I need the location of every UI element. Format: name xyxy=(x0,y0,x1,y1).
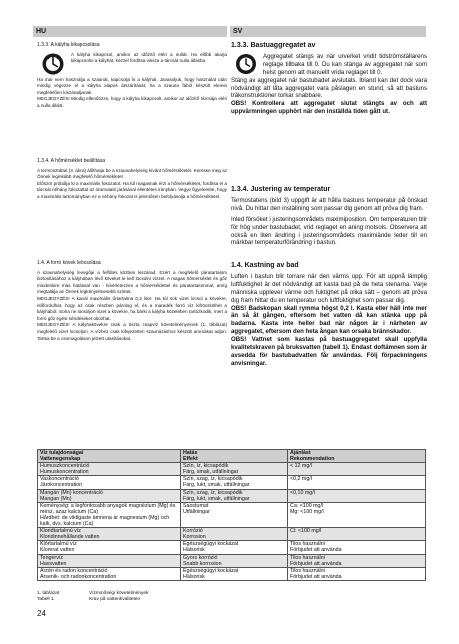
caption-label-sv: Tabell 1. xyxy=(37,597,55,603)
section-title: 1.3.3. Bastuaggregatet av xyxy=(231,42,316,49)
paragraph: Először próbálja ki a maximális fokozatot. Ha túl magasnak érzi a hőmérsékletet, fordítsa el a tárcsát néhány fokozattal az óramutató járásával ellentétes irányban. Vegye figyelembe, hogy a maximális tartományban ez a néhány fokozat is jelentősen befolyásolja a hőmérsékletet. xyxy=(37,180,227,199)
paragraph: Termostatens (bild 3) uppgift är att hålla bastuns temperatur på önskad nivå. Du hittar den inställning som passar dig genom att pröva dig fram. xyxy=(231,196,427,212)
section-sv-switch-off xyxy=(231,42,427,116)
table-cell: Korrózió Korrosion xyxy=(181,528,288,541)
table-cell: Gyors korrózió Snabb korrosion xyxy=(181,554,288,567)
table-row xyxy=(38,476,426,489)
section-hu-stones xyxy=(37,260,227,342)
table-cell: Tilos használni Förbjudet att använda xyxy=(288,567,426,580)
table-row xyxy=(38,554,426,567)
timer-dial-icon xyxy=(40,52,66,76)
section-sv-stones xyxy=(231,262,427,368)
header-cell: Víz tulajdonságai Vattenegenskap xyxy=(38,450,181,463)
table-cell: Tengervíz Havsvatten xyxy=(38,554,181,567)
section-title: 1.4. A forró kövek leöcsolása xyxy=(37,260,101,266)
table-row xyxy=(38,502,426,527)
table-cell: Klórtartalmú víz Klorerat vatten xyxy=(38,541,181,554)
table-cell: Egészségügyi kockázat Hälsorisk xyxy=(181,541,288,554)
section-title: 1.4. Kastning av bad xyxy=(231,262,299,269)
paragraph: MEGJEGYZÉS! Mindig ellenőrizze, hogy a kályha kikapcsolt, amikor az időzítő tárcsája eléri a nulla állást. xyxy=(37,96,227,108)
table-row xyxy=(38,463,426,476)
section-title: 1.3.4. A hőmérséklet beállítása xyxy=(37,158,106,164)
table-cell: Kloridtartalmú víz Kloridinnehållande vatten xyxy=(38,528,181,541)
table-cell: Cl: <100 mg/l xyxy=(288,528,426,541)
table-cell: Tilos használni Förbjudet att använda xyxy=(288,554,426,567)
warning-hand-icon xyxy=(234,53,258,75)
paragraph: A termosztáttal (3. ábra) állíthatja be a szaunahelyiség kívánt hőmérsékletét. Keresse meg az Önnek leginkább megfelelő hőmérsékletet. xyxy=(37,167,227,180)
table-row xyxy=(38,567,426,580)
paragraph: A szaunahelyiség levegője a felfűtés közben kiszárad. Ezért a megfelelő páratartalom biztosításához a kályhában lévő köveket le kell locsolni vízzel. A magas hőmérséklet és gőz mindenkire más hatással van - kísérletezzen a hőmérséklettel és páratartalommal, amíg megtalálja az Önnek legkényelmesebb szintet. xyxy=(37,269,227,295)
table-cell: Saostumat Utfällningar xyxy=(181,502,288,527)
table-header-row xyxy=(38,450,426,463)
header-cell: Ajánlást Rekommendation xyxy=(288,450,426,463)
table-cell: Keménység: a legfontosabb anyagok magnézium (Mg) és mész, azaz kalcium (Ca) Hårdhet: de viktigaste ämnena är magnesium (Mg) och kalk, dvs. kalcium (Ca) xyxy=(38,502,181,527)
section-hu-switch-off xyxy=(37,42,227,110)
section-title: 1.3.4. Justering av temperatur xyxy=(231,186,331,193)
page-number: 24 xyxy=(37,609,46,618)
paragraph: Inled försöket i justeringsområdets maximiposition. Om temperaturen blir för hög under bastubadet, vrid reglaget en aning motsols. Observera att också en liten ändring i justeringsområdets maximiände leder till en märkbar temperaturförändring i bastun. xyxy=(231,215,427,247)
language-label-hu: HU xyxy=(33,26,227,37)
paragraph: OBS! Vattnet som kastas på bastuaggregatet skall uppfylla kvalitetskraven på bruksvatten (tabell 1). Endast doftämnen som är avsedda för bastubadvatten får användas. Följ förpackningens anvisningar. xyxy=(231,336,427,367)
table-cell: < 12 mg/l xyxy=(288,463,426,476)
water-quality-table xyxy=(37,449,426,581)
caption-label-hu: 1. táblázat xyxy=(37,591,60,596)
language-label-sv: SV xyxy=(230,26,426,37)
caption-text-sv: Krav på vattenkvaliteten xyxy=(89,597,141,603)
table-cell: Ca: <100 mg/l Mg: <100 mg/l xyxy=(288,502,426,527)
table-cell: Egészségügyi kockázat Hälsorisk xyxy=(181,567,288,580)
table-cell: <0,10 mg/l xyxy=(288,489,426,502)
caption-text-hu: Vízminőségi követelmények xyxy=(89,591,149,596)
paragraph: Aggregatet stängs av när urverket vridit tidströmställarens reglage tillbaka till 0. Du kan stänga av aggregatet när som helst genom att manuellt vrida reglaget till 0. xyxy=(263,52,427,76)
table-caption xyxy=(37,591,148,604)
table-cell: Tilos használni Förbjudet att använda xyxy=(288,541,426,554)
paragraph: Stäng av aggregatet när bastubadet avslutats. Ibland kan det dock vara nödvändigt att låta aggregatet vara påslagen en stund, så att bastuns träkonstruktioner torkar snabbare. xyxy=(231,76,427,100)
table-cell: Mangán (Mn) koncentráció Mangan (Mn) xyxy=(38,489,181,502)
table-row xyxy=(38,489,426,502)
header-cell: Hatás Effekt xyxy=(181,450,288,463)
table-cell: Szín, íz, kicsapódik Färg, smak, utfällningar xyxy=(181,463,288,476)
section-title: 1.3.3. A kályha kikapcsolása xyxy=(37,42,100,48)
paragraph: MEGJEGYZÉS! A kanál maximális űrtartalma 0,2 liter. Ha túl sok vizet locsol a kövekre, előfordulhat, hogy az csak részben párolog el, és a maradék forró víz kifröcskölhet a kályhából. Soha ne locsoljon vizet a kövekre, ha bárki a kályha közelében tartózkodik, mert a forró gőz égési sérüléseket okozhat. xyxy=(37,295,227,321)
table-cell: Szín, szag, íz, kicsapódik Färg, lukt, smak, utfällningar xyxy=(181,476,288,489)
table-cell: Humuszkoncentráció Humuskoncentration xyxy=(38,463,181,476)
table-row xyxy=(38,541,426,554)
paragraph: Luften i bastun blir torrare när den värms upp. För att uppnå lämplig luftfuktighet är det nödvändigt att kasta bad på de heta stenarna. Varje människa upplever värme och fuktighet på olika sätt – genom att pröva dig fram hittar du en temperatur och luftfuktighet som passar dig. xyxy=(231,272,427,304)
paragraph: MEGJEGYZÉS! A kályhakövekre csak a tiszta csapvíz követelményeinek (1. táblázat) megfelelő vizet locsoljon. A vízhez csak kifejezetten szaunázáshoz készült aromákat adjon. Tartsa be a csomagoláson jelzett utasításokat. xyxy=(37,322,227,341)
table-cell: Arzén és radon koncentráció Arsenik- och radonkoncentration xyxy=(38,567,181,580)
paragraph: OBS! Kontrollera att aggregatet slutat stängts av och att uppvärmningen upphört när den inställda tiden gått ut. xyxy=(231,100,427,116)
section-hu-temperature xyxy=(37,158,227,201)
paragraph: Ha már nem használja a szaunát, kapcsolja ki a kályhát. Javasoljuk, hogy használat után mindig végezze el a kályha alapos átszárítását, ha a szauna fából készült elemei megfelelően kiszáradjanak. xyxy=(37,76,227,95)
section-sv-temperature xyxy=(231,186,427,247)
table-row xyxy=(38,528,426,541)
table-cell: <0,2 mg/l xyxy=(288,476,426,489)
paragraph: OBS! Badskopan skall rymma högst 0,2 l. Kasta eller häll inte mer än så åt gången, eftersom het vatten då kan stänka upp på badarna. Kasta inte heller bad när någon är i närheten av aggregatet, eftersom den heta ångan kan orsaka brännskador. xyxy=(231,304,427,336)
table-cell: Vaskoncentráció Järnkoncentration xyxy=(38,476,181,489)
table-cell: Szín, szag, íz, kicsapódik Färg, lukt, smak, utfällningar xyxy=(181,489,288,502)
paragraph: A kályha kikapcsol, amikor az időzítő eléri a nullát. Ha előbb akarja kikapcsolni a kályhát, kézzel fordítsa vissza a tárcsát nulla állásba. xyxy=(71,51,227,64)
